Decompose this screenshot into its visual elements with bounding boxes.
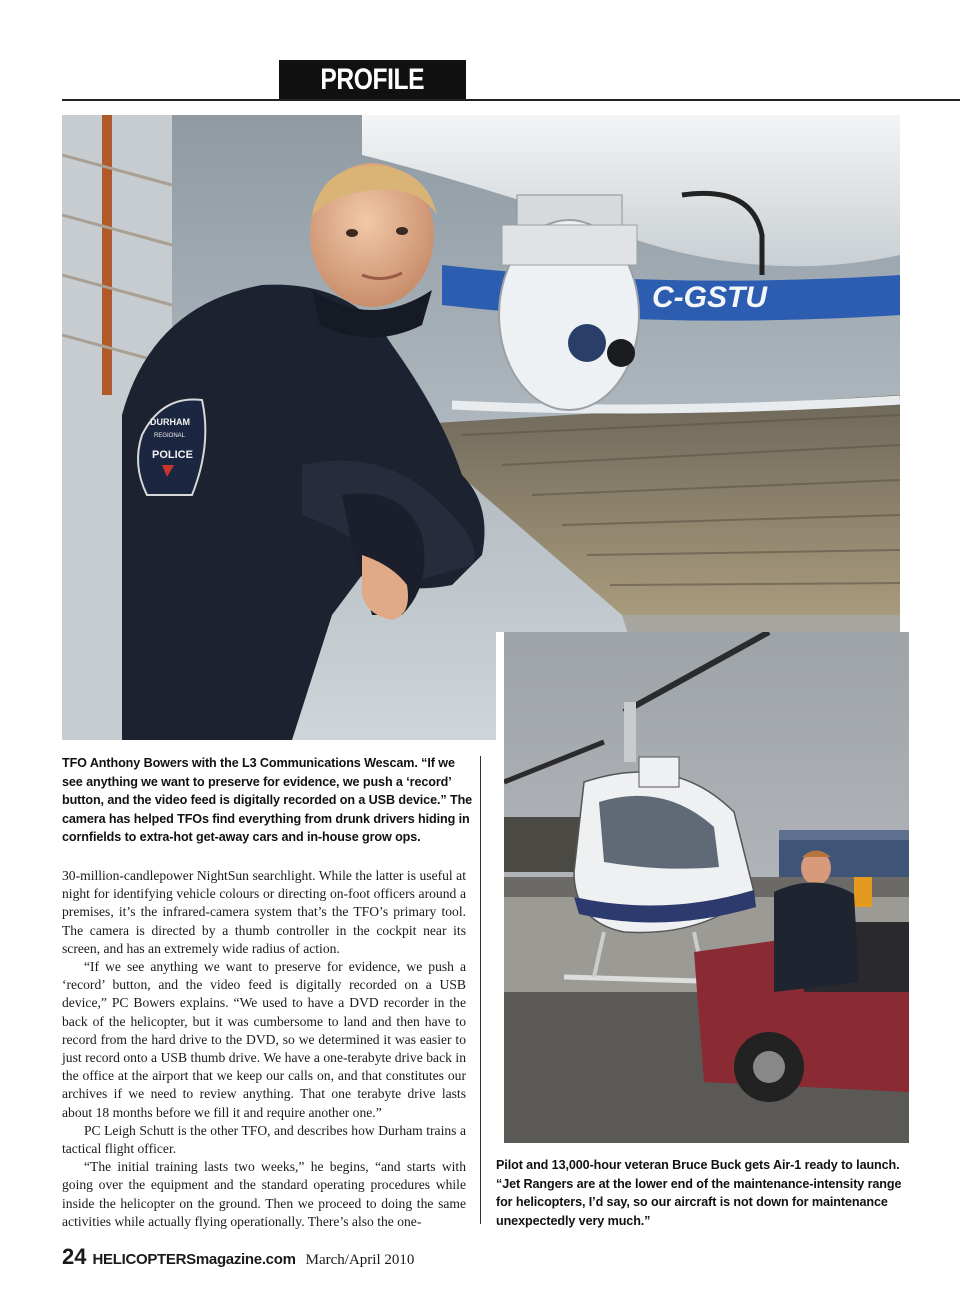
photo-helicopter-with-pilot [496,632,909,1143]
article-paragraph: “The initial training lasts two weeks,” he begins, “and starts with going over the equipment and the standard operating procedures while inside the helicopter on the ground. Then we proceed to doing the same activities while actually flying operationally. There’s also the one- [62,1159,466,1229]
patch-middle-text: REGIONAL [154,433,186,439]
article-paragraph: “If we see anything we want to preserve for evidence, we push a ‘record’ button, and the video feed is digitally recorded on a USB device,” PC Bowers explains. “We used to have a DVD recorder in the back of the helicopter, but it was cumbersome to land and then have to record from the hard drive to the DVD, so we determined it was easier to just record onto a USB thumb drive. We have a one-terabyte drive back in the office at the airport that we keep our calls on, and that constitutes our archives if we need to review anything. That one terabyte drive lasts about 18 months before we fill it and require another one.” [62,959,466,1120]
magazine-website: HELICOPTERSmagazine.com [92,1251,296,1268]
issue-date: March/April 2010 [305,1252,415,1268]
page-number: 24 [62,1244,87,1269]
caption-helicopter-photo: Pilot and 13,000-hour veteran Bruce Buck gets Air-1 ready to launch. “Jet Rangers are at the lower end of the maintenance-intensity range for helicopters, I’d say, so our aircraft is not down for maintenance unexpectedly very much.” [496,1158,902,1228]
header-rule [62,99,960,101]
aircraft-registration: C-GSTU [652,281,767,314]
article-body [62,867,466,1231]
article-paragraph: PC Leigh Schutt is the other TFO, and describes how Durham trains a tactical flight officer. [62,1122,466,1157]
section-header [279,60,466,100]
page-footer [62,1244,414,1274]
column-rule [480,756,481,1224]
section-title: PROFILE [320,63,425,96]
photo-helicopter-illustration [504,632,909,1143]
patch-bottom-text: POLICE [152,449,193,461]
caption-officer-photo: TFO Anthony Bowers with the L3 Communications Wescam. “If we see anything we want to preserve for evidence, we push a ‘record’ button, and the video feed is digitally recorded on a USB device.” The camera has helped TFOs find everything from drunk drivers hiding in cornfields to extra-hot get-away cars and in-house grow ops. [62,756,473,845]
article-paragraph: 30-million-candlepower NightSun searchlight. While the latter is useful at night for identifying vehicle colours or directing on-foot officers around a premises, it’s the infrared-camera system that’s the TFO’s primary tool. The camera is directed by a thumb controller in the cockpit near its screen, and has an extremely wide radius of action. [62,868,466,956]
patch-top-text: DURHAM [150,417,190,427]
